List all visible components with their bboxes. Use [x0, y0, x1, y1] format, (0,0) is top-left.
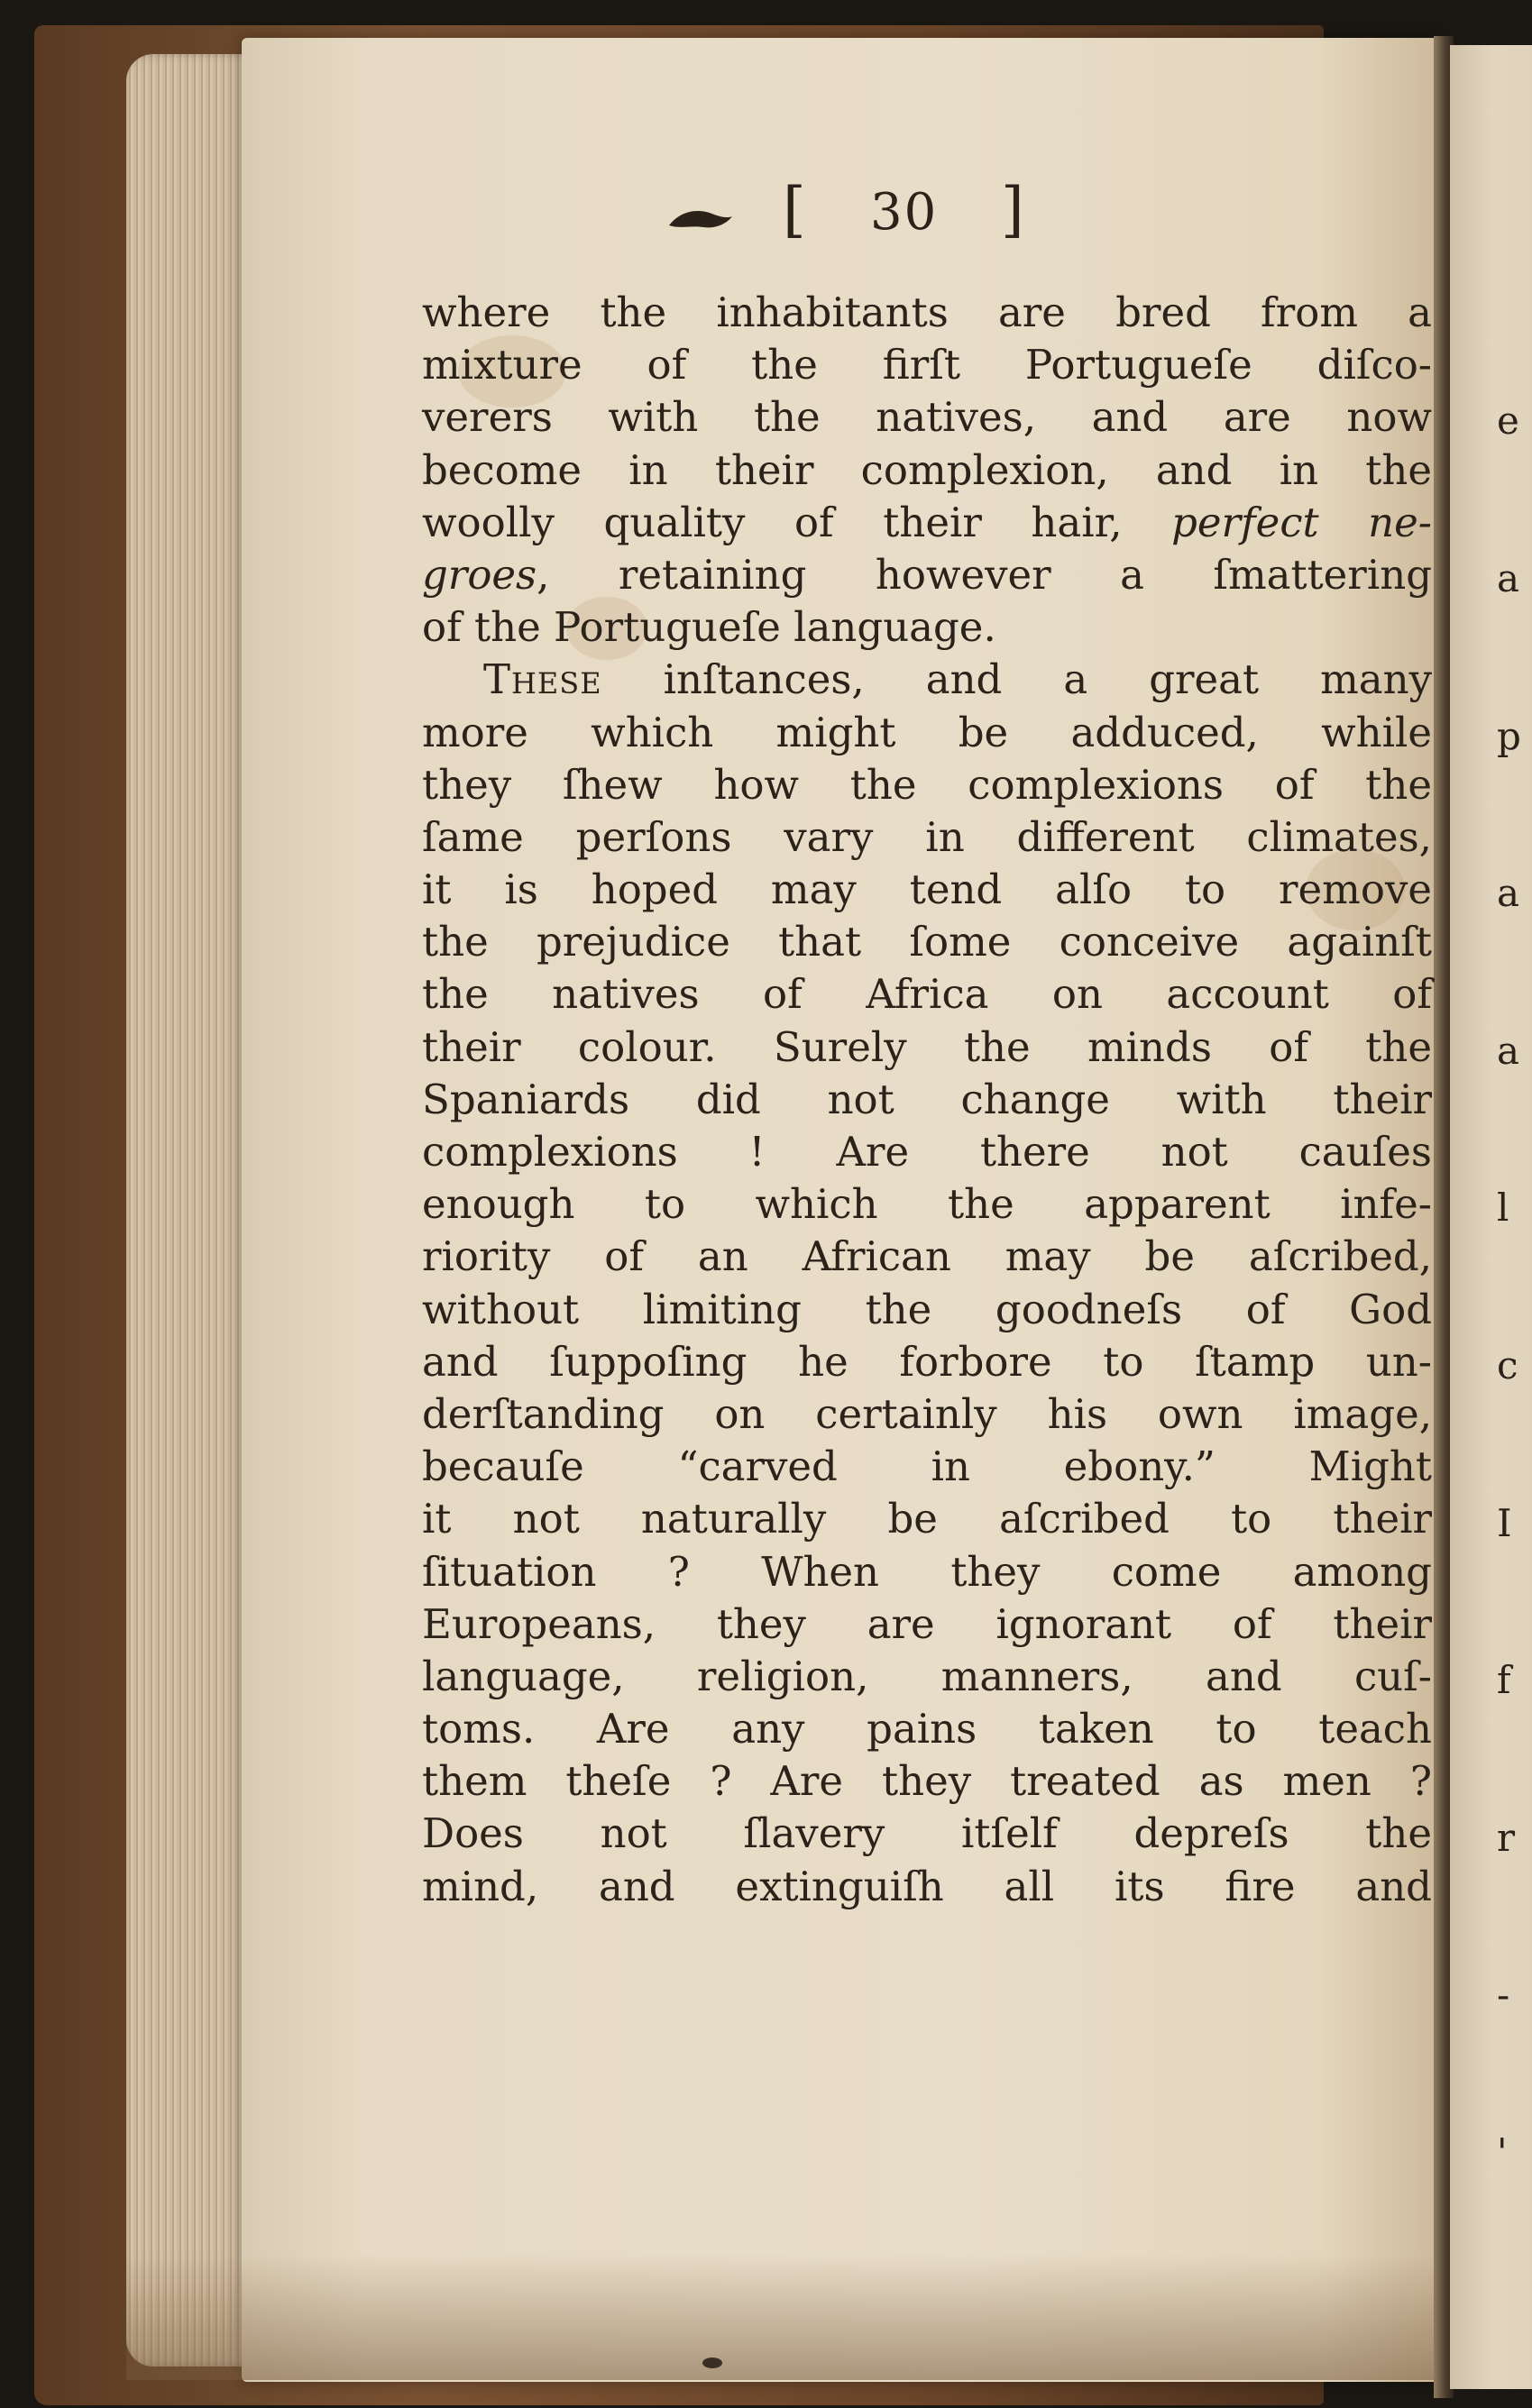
text-line: derſtanding on certainly his own image,: [422, 1389, 1432, 1438]
facing-letter: a: [1497, 1028, 1520, 1073]
facing-letter: a: [1497, 871, 1520, 916]
line-text: woolly quality of their hair,: [422, 498, 1172, 546]
facing-letter: c: [1497, 1342, 1518, 1387]
text-line: without limiting the goodneſs of God: [422, 1285, 1432, 1333]
text-line: the prejudice that ſome conceive againſt: [422, 918, 1432, 966]
text-line: toms. Are any pains taken to teach: [422, 1705, 1432, 1753]
text-line: them theſe ? Are they treated as men ?: [422, 1757, 1432, 1806]
text-line: mixture of the firſt Portugueſe diſco-: [422, 341, 1432, 389]
text-line: ſame perſons vary in different climates,: [422, 812, 1432, 861]
ink-blot-icon: [700, 2355, 725, 2371]
page-number: 30: [870, 183, 939, 242]
text-line: [422, 654, 1432, 706]
text-line: [422, 549, 1432, 601]
close-bracket: ]: [1001, 175, 1024, 244]
text-line: enough to which the apparent infe-: [422, 1180, 1432, 1229]
text-line: verers with the natives, and are now: [422, 393, 1432, 442]
facing-letter: p: [1497, 713, 1521, 758]
text-line: it is hoped may tend alſo to remove: [422, 865, 1432, 914]
text-line: become in their complexion, and in the: [422, 445, 1432, 494]
text-line: becauſe “carved in ebony.” Might: [422, 1442, 1432, 1491]
text-line: of the Portugueſe language.: [422, 603, 996, 652]
italic-phrase: perfect ne-: [1171, 498, 1432, 546]
text-line: Spaniards did not change with their: [422, 1075, 1432, 1123]
text-line: they ſhew how the complexions of the: [422, 760, 1432, 809]
facing-letter: ': [1497, 2129, 1508, 2175]
facing-letter: a: [1497, 556, 1520, 600]
text-line: more which might be adduced, while: [422, 708, 1432, 756]
facing-letter: I: [1497, 1500, 1512, 1545]
lead-word: These: [483, 655, 602, 704]
line-text: , retaining however a ſmattering: [537, 550, 1432, 599]
facing-letter: -: [1497, 1973, 1510, 2018]
text-line: language, religion, manners, and cuſ-: [422, 1652, 1432, 1700]
open-bracket: [: [783, 175, 806, 244]
text-line: their colour. Surely the minds of the: [422, 1022, 1432, 1071]
text-line: [422, 497, 1432, 549]
facing-letter: r: [1497, 1815, 1516, 1860]
text-line: ſituation ? When they come among: [422, 1547, 1432, 1596]
line-text: inſtances, and a great many: [601, 655, 1432, 704]
text-line: riority of an African may be aſcribed,: [422, 1232, 1432, 1281]
facing-letter: l: [1497, 1186, 1509, 1231]
running-head: [667, 171, 1046, 252]
text-line: mind, and extinguiſh all its fire and: [422, 1862, 1432, 1910]
facing-letter: f: [1497, 1658, 1511, 1703]
facing-letter: e: [1497, 398, 1519, 444]
page-body: [422, 287, 1432, 1913]
facing-page-text: [1497, 290, 1532, 2284]
text-line: and ſuppoſing he forbore to ſtamp un-: [422, 1337, 1432, 1386]
text-line: it not naturally be aſcribed to their: [422, 1495, 1432, 1543]
bottom-shadow: [126, 2254, 1443, 2380]
text-line: the natives of Africa on account of: [422, 970, 1432, 1019]
printer-ornament-icon: [667, 206, 734, 233]
text-line: complexions ! Are there not cauſes: [422, 1128, 1432, 1176]
text-line: Europeans, they are ignorant of their: [422, 1599, 1432, 1648]
text-line: where the inhabitants are bred from a: [422, 288, 1432, 336]
italic-phrase: groes: [422, 550, 537, 599]
text-line: Does not ſlavery itſelf depreſs the: [422, 1809, 1432, 1858]
